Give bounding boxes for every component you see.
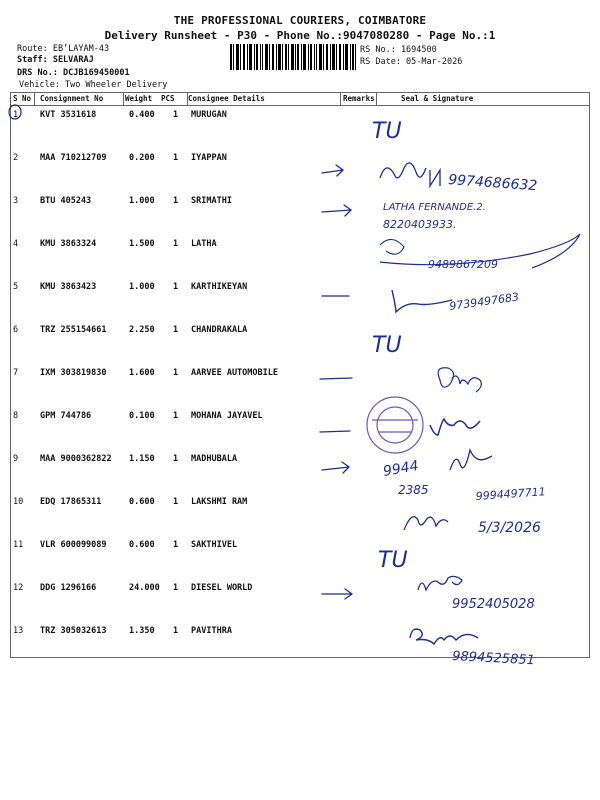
row-weight: 0.200	[129, 153, 155, 163]
row-consignment: KMU 3863324	[40, 239, 97, 249]
barcode	[230, 44, 356, 70]
col-sno: S No	[13, 94, 32, 103]
table-row	[11, 234, 589, 277]
row-sno: 7	[13, 368, 19, 378]
row-consignee: CHANDRAKALA	[191, 325, 248, 335]
hw-row9b: 2385	[398, 483, 429, 497]
hw-row4: 9489867209	[428, 258, 498, 271]
row-weight: 0.100	[129, 411, 155, 421]
col-pcs: PCS	[161, 94, 175, 103]
row-pcs: 1	[173, 282, 179, 292]
table-row	[11, 277, 589, 320]
row-sno: 11	[13, 540, 24, 550]
row-consignee: IYAPPAN	[191, 153, 227, 163]
row-consignment: MAA 710212709	[40, 153, 107, 163]
row-sno: 5	[13, 282, 19, 292]
row-weight: 1.150	[129, 454, 155, 464]
row-consignee: MADHUBALA	[191, 454, 238, 464]
row-pcs: 1	[173, 325, 179, 335]
row-consignee: LATHA	[191, 239, 217, 249]
hw-row2: 9974686632	[447, 172, 538, 195]
row-pcs: 1	[173, 196, 179, 206]
drs-number: DRS No.: DCJB169450001	[17, 68, 130, 78]
table-row	[11, 535, 589, 578]
row-consignment: EDQ 17865311	[40, 497, 102, 507]
row-pcs: 1	[173, 110, 179, 120]
hw-row3a: LATHA FERNANDE.2.	[383, 202, 486, 213]
row-weight: 24.000	[129, 583, 160, 593]
col-weight: Weight	[125, 94, 153, 103]
row-sno: 13	[13, 626, 24, 636]
row-sno: 3	[13, 196, 19, 206]
row-consignment: GPM 744786	[40, 411, 92, 421]
row-consignee: SRIMATHI	[191, 196, 232, 206]
row-weight: 1.350	[129, 626, 155, 636]
staff-label: Staff: SELVARAJ	[17, 55, 94, 65]
row-weight: 1.000	[129, 196, 155, 206]
row-consignee: PAVITHRA	[191, 626, 232, 636]
row-weight: 0.600	[129, 540, 155, 550]
col-consignee: Consignee Details	[188, 94, 265, 103]
row-sno: 10	[13, 497, 24, 507]
rs-number: RS No.: 1694500	[360, 45, 437, 55]
row-weight: 1.600	[129, 368, 155, 378]
row-pcs: 1	[173, 540, 179, 550]
col-consignment: Consignment No	[40, 94, 104, 103]
table-row	[11, 578, 589, 621]
hw-row1: TU	[372, 119, 402, 144]
col-seal: Seal & Signature	[401, 94, 474, 103]
hw-row10a: 9994497711	[475, 485, 547, 503]
row-sno: 9	[13, 454, 19, 464]
row-consignee: KARTHIKEYAN	[191, 282, 248, 292]
table-row	[11, 148, 589, 191]
row-sno: 4	[13, 239, 19, 249]
row-weight: 0.400	[129, 110, 155, 120]
table-row	[11, 320, 589, 363]
hw-row12: 9952405028	[452, 597, 535, 612]
vehicle-label: Vehicle: Two Wheeler Delivery	[19, 80, 168, 90]
row-sno: 12	[13, 583, 24, 593]
row-consignment: TRZ 305032613	[40, 626, 107, 636]
row-sno: 2	[13, 153, 19, 163]
row-weight: 2.250	[129, 325, 155, 335]
hw-row6: TU	[372, 333, 402, 358]
row-pcs: 1	[173, 411, 179, 421]
route-label: Route: EB’LAYAM-43	[17, 44, 110, 54]
runsheet-table	[10, 92, 590, 658]
row-pcs: 1	[173, 153, 179, 163]
table-row	[11, 191, 589, 234]
row-pcs: 1	[173, 239, 179, 249]
row-consignment: MAA 9000362822	[40, 454, 112, 464]
runsheet-subtitle: Delivery Runsheet - P30 - Phone No.:9047080280 - Page No.:1	[104, 29, 496, 42]
hw-row10b: 5/3/2026	[478, 520, 541, 536]
row-consignment: BTU 405243	[40, 196, 92, 206]
row-consignment: IXM 303819830	[40, 368, 107, 378]
row-consignee: SAKTHIVEL	[191, 540, 238, 550]
row-sno: 6	[13, 325, 19, 335]
row-consignment: KMU 3863423	[40, 282, 97, 292]
row-consignment: DDG 1296166	[40, 583, 97, 593]
row-pcs: 1	[173, 454, 179, 464]
row-consignment: TRZ 255154661	[40, 325, 107, 335]
company-title: THE PROFESSIONAL COURIERS, COIMBATORE	[173, 14, 427, 27]
row-consignee: MOHANA JAYAVEL	[191, 411, 263, 421]
table-row	[11, 492, 589, 535]
rs-date: RS Date: 05-Mar-2026	[360, 57, 463, 67]
hw-row13: 9894525851	[451, 649, 536, 669]
row-pcs: 1	[173, 497, 179, 507]
col-remarks: Remarks	[343, 94, 375, 103]
row-weight: 1.500	[129, 239, 155, 249]
table-row	[11, 621, 589, 664]
table-row	[11, 449, 589, 492]
row-pcs: 1	[173, 583, 179, 593]
row-consignee: MURUGAN	[191, 110, 227, 120]
row-pcs: 1	[173, 626, 179, 636]
row-consignment: VLR 600099089	[40, 540, 107, 550]
table-row	[11, 406, 589, 449]
row-sno: 8	[13, 411, 19, 421]
row-consignment: KVT 3531618	[40, 110, 97, 120]
table-row	[11, 363, 589, 406]
row-sno: 1	[13, 110, 19, 120]
row-consignee: DIESEL WORLD	[191, 583, 253, 593]
row-pcs: 1	[173, 368, 179, 378]
row-consignee: AARVEE AUTOMOBILE	[191, 368, 278, 378]
hw-row5: 9739497683	[448, 290, 520, 313]
hw-row3b: 8220403933.	[383, 218, 457, 231]
row-weight: 1.000	[129, 282, 155, 292]
row-consignee: LAKSHMI RAM	[191, 497, 248, 507]
hw-row11: TU	[378, 548, 408, 573]
table-row	[11, 105, 589, 148]
row-weight: 0.600	[129, 497, 155, 507]
hw-row9: 9944	[381, 457, 420, 480]
